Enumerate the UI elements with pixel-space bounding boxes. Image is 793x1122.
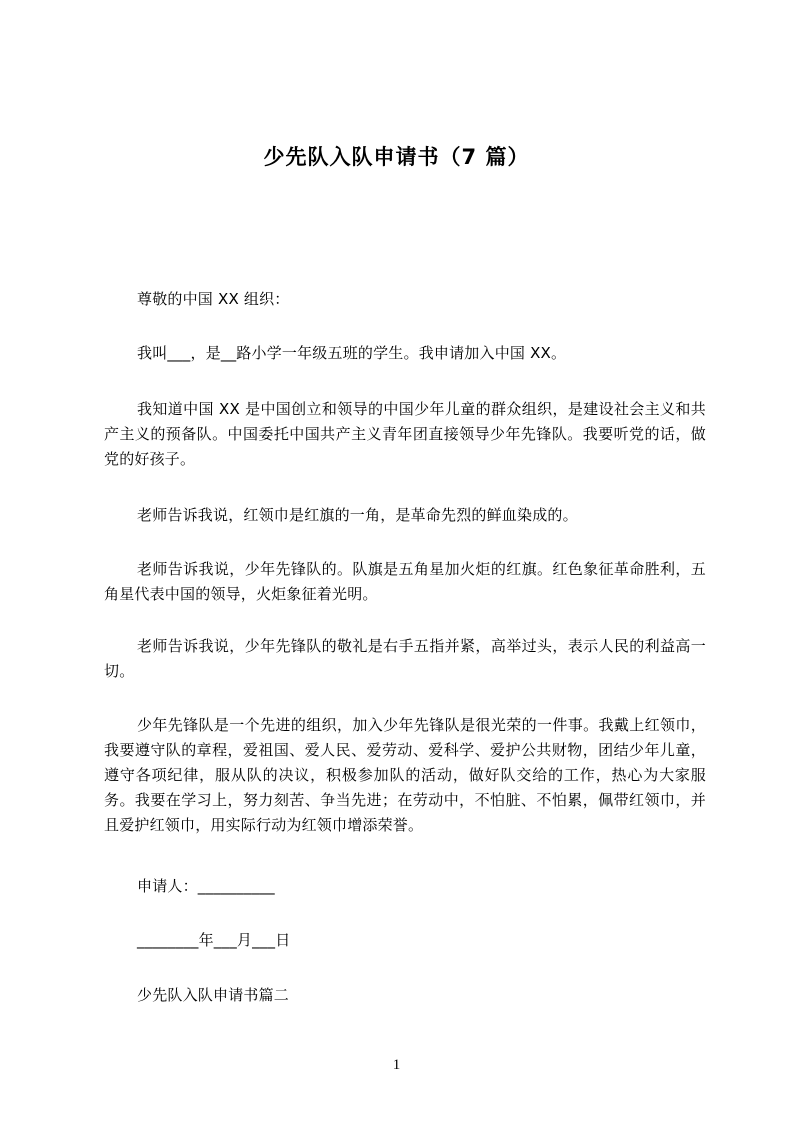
date-text: ________年___月___日: [137, 931, 291, 949]
pledge-text: 少年先锋队是一个先进的组织，加入少年先锋队是很光荣的一件事。我戴上红领巾，我要遵守队的章程，爱祖国、爱人民、爱劳动、爱科学、爱护公共财物，团结少年儿童，遵守各项纪律，服从队的决议，积极参加队的活动，做好队交给的工作，热心为大家服务。我要在学习上，努力刻苦、争当先进；在劳动中，不怕脏、不怕累，佩带红领巾，并且爱护红领巾，用实际行动为红领巾增添荣誉。: [104, 716, 706, 834]
team-flag-paragraph: [104, 557, 706, 607]
salutation-paragraph: [104, 287, 706, 312]
red-scarf-text: 老师告诉我说，红领巾是红旗的一角，是革命先烈的鲜血染成的。: [137, 506, 578, 524]
salutation-text: 尊敬的中国 XX 组织：: [137, 290, 290, 308]
applicant-line: [104, 874, 706, 899]
red-scarf-paragraph: [104, 503, 706, 528]
next-section-heading: [104, 983, 706, 1008]
team-flag-text: 老师告诉我说，少年先锋队的。队旗是五角星加火炬的红旗。红色象征革命胜利，五角星代表中国的领导，火炬象征着光明。: [104, 560, 706, 603]
document-title: 少先队入队申请书（7 篇）: [263, 145, 530, 169]
salute-text: 老师告诉我说，少年先锋队的敬礼是右手五指并紧，高举过头，表示人民的利益高一切。: [104, 637, 706, 680]
organization-paragraph: [104, 397, 706, 472]
applicant-text: 申请人：__________: [137, 877, 275, 895]
page-number: 1: [392, 1057, 401, 1073]
intro-text: 我叫___，是__路小学一年级五班的学生。我申请加入中国 XX。: [137, 344, 567, 362]
date-line: [104, 928, 706, 953]
pledge-paragraph: [104, 713, 706, 838]
organization-text: 我知道中国 XX 是中国创立和领导的中国少年儿童的群众组织，是建设社会主义和共产主义的预备队。中国委托中国共产主义青年团直接领导少年先锋队。我要听党的话，做党的好孩子。: [104, 400, 706, 468]
next-section-text: 少先队入队申请书篇二: [137, 986, 290, 1004]
salute-paragraph: [104, 634, 706, 684]
intro-paragraph: [104, 341, 706, 366]
